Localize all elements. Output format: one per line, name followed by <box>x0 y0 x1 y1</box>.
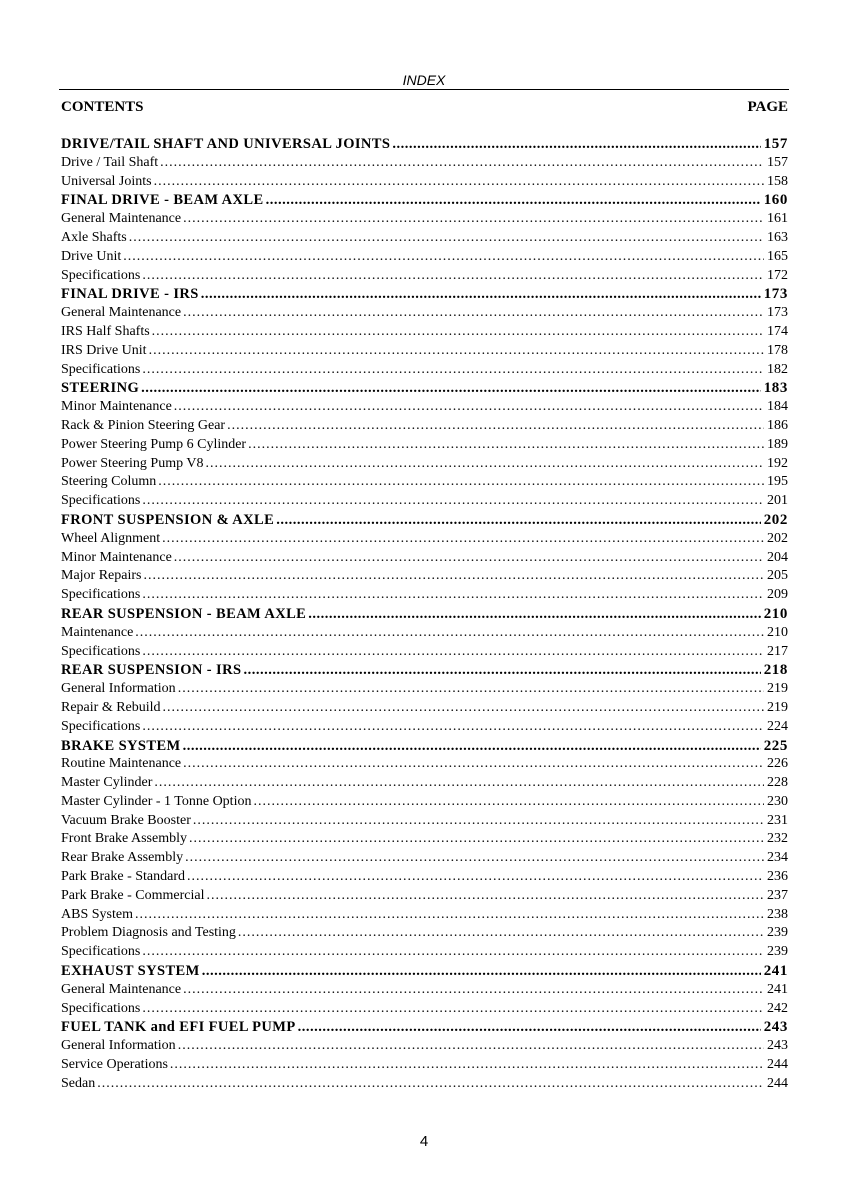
toc-page-number: 210 <box>767 624 788 640</box>
dot-leader <box>205 455 764 474</box>
toc-entry-row <box>61 549 788 568</box>
toc-page-number: 204 <box>767 549 788 565</box>
toc-section-title: FRONT SUSPENSION & AXLE <box>61 511 275 528</box>
toc-section-title: EXHAUST SYSTEM <box>61 963 200 980</box>
toc-entry-title: Axle Shafts <box>61 229 127 245</box>
dot-leader <box>266 191 761 210</box>
toc-page-number: 189 <box>767 436 788 452</box>
toc-entry-title: Specifications <box>61 587 141 603</box>
dot-leader <box>135 624 764 643</box>
dot-leader <box>135 906 764 925</box>
toc-entry-title: Rack & Pinion Steering Gear <box>61 417 226 433</box>
toc-entry-row <box>61 699 788 718</box>
dot-leader <box>298 1018 761 1037</box>
dot-leader <box>187 868 764 887</box>
toc-entry-title: General Information <box>61 1038 176 1054</box>
toc-entry-row <box>61 173 788 192</box>
toc-entry-row <box>61 492 788 511</box>
toc-entry-row <box>61 755 788 774</box>
toc-page-number: 186 <box>767 417 788 433</box>
toc-page-number: 192 <box>767 455 788 471</box>
toc-page-number: 239 <box>767 925 788 941</box>
toc-page-number: 157 <box>763 136 788 152</box>
toc-entry-row <box>61 774 788 793</box>
toc-entry-row <box>61 398 788 417</box>
toc-page-number: 161 <box>767 211 788 227</box>
toc-entry-title: Specifications <box>61 493 141 509</box>
toc-entry-title: Specifications <box>61 267 141 283</box>
toc-entry-row <box>61 455 788 474</box>
toc-page-number: 224 <box>767 718 788 734</box>
dot-leader <box>142 267 764 286</box>
toc-page-number: 219 <box>767 699 788 715</box>
dot-leader <box>392 135 760 154</box>
toc-page-number: 172 <box>767 267 788 283</box>
toc-entry-row <box>61 1000 788 1019</box>
dot-leader <box>174 398 764 417</box>
toc-section-title: REAR SUSPENSION - IRS <box>61 662 242 679</box>
dot-leader <box>152 323 764 342</box>
toc-entry-title: Universal Joints <box>61 173 152 189</box>
toc-entry-title: Specifications <box>61 1000 141 1016</box>
toc-page-number: 239 <box>767 944 788 960</box>
toc-page-number: 202 <box>763 511 788 528</box>
toc-page-number: 228 <box>767 775 788 791</box>
dot-leader <box>206 887 764 906</box>
toc-page-number: 174 <box>767 323 788 339</box>
dot-leader <box>202 962 761 981</box>
toc-entry-row <box>61 680 788 699</box>
toc-entry-row <box>61 210 788 229</box>
dot-leader <box>201 285 761 304</box>
dot-leader <box>158 473 764 492</box>
toc-page-number: 205 <box>767 568 788 584</box>
toc-entry-row <box>61 154 788 173</box>
toc-entry-row <box>61 342 788 361</box>
toc-entry-row <box>61 906 788 925</box>
toc-page-number: 237 <box>767 887 788 903</box>
toc-entry-title: Park Brake - Commercial <box>61 887 205 903</box>
page-header-title: INDEX <box>402 72 446 88</box>
toc-entry-row <box>61 417 788 436</box>
toc-entry-row <box>61 567 788 586</box>
toc-entry-title: General Maintenance <box>61 211 182 227</box>
toc-entry-row <box>61 849 788 868</box>
dot-leader <box>149 342 764 361</box>
dot-leader <box>170 1056 764 1075</box>
toc-section-title: FINAL DRIVE - BEAM AXLE <box>61 192 264 209</box>
toc-page-number: 160 <box>763 192 788 209</box>
toc-page-number: 201 <box>767 493 788 509</box>
dot-leader <box>154 173 764 192</box>
toc-entry-row <box>61 304 788 323</box>
toc-entry-title: IRS Drive Unit <box>61 342 147 358</box>
dot-leader <box>97 1075 764 1094</box>
toc-page-number: 183 <box>763 380 788 397</box>
toc-entry-title: Major Repairs <box>61 568 142 584</box>
toc-entry-title: Repair & Rebuild <box>61 699 161 715</box>
toc-page-number: 173 <box>763 286 788 303</box>
dot-leader <box>143 567 764 586</box>
toc-page-number: 234 <box>767 850 788 866</box>
dot-leader <box>142 643 764 662</box>
toc-page-number: 209 <box>767 587 788 603</box>
dot-leader <box>185 849 764 868</box>
dot-leader <box>189 830 764 849</box>
toc-entry-row <box>61 1056 788 1075</box>
toc-entry-title: Specifications <box>61 718 141 734</box>
table-of-contents <box>61 135 788 1094</box>
toc-entry-row <box>61 267 788 286</box>
toc-entry-title: Power Steering Pump 6 Cylinder <box>61 436 247 452</box>
toc-page-number: 225 <box>763 737 788 754</box>
toc-page-number: 218 <box>763 662 788 679</box>
dot-leader <box>142 586 764 605</box>
toc-entry-row <box>61 793 788 812</box>
toc-entry-title: Park Brake - Standard <box>61 869 186 885</box>
toc-page-number: 195 <box>767 474 788 490</box>
toc-entry-title: Master Cylinder <box>61 775 153 791</box>
toc-entry-title: Problem Diagnosis and Testing <box>61 925 236 941</box>
dot-leader <box>178 1037 764 1056</box>
toc-entry-title: Minor Maintenance <box>61 549 172 565</box>
toc-entry-title: Master Cylinder - 1 Tonne Option <box>61 793 252 809</box>
toc-entry-title: Specifications <box>61 361 141 377</box>
toc-page-number: 226 <box>767 756 788 772</box>
toc-page-number: 244 <box>767 1057 788 1073</box>
toc-section-row <box>61 661 788 680</box>
toc-page-number: 202 <box>767 530 788 546</box>
toc-section-title: BRAKE SYSTEM <box>61 737 181 754</box>
toc-section-title: DRIVE/TAIL SHAFT AND UNIVERSAL JOINTS <box>61 136 391 152</box>
toc-entry-title: ABS System <box>61 906 133 922</box>
toc-entry-row <box>61 643 788 662</box>
toc-page-number: 242 <box>767 1000 788 1016</box>
toc-entry-title: Wheel Alignment <box>61 530 161 546</box>
toc-entry-row <box>61 868 788 887</box>
toc-entry-title: Vacuum Brake Booster <box>61 812 191 828</box>
toc-section-row <box>61 379 788 398</box>
toc-page-number: 165 <box>767 248 788 264</box>
toc-page-number: 238 <box>767 906 788 922</box>
toc-page-number: 163 <box>767 229 788 245</box>
toc-page-number: 241 <box>767 981 788 997</box>
toc-entry-title: General Maintenance <box>61 981 182 997</box>
page-number: 4 <box>419 1133 429 1150</box>
toc-page-number: 243 <box>763 1019 788 1036</box>
toc-entry-title: Drive / Tail Shaft <box>61 154 159 170</box>
toc-entry-row <box>61 1075 788 1094</box>
toc-entry-title: General Maintenance <box>61 305 182 321</box>
toc-entry-title: Specifications <box>61 643 141 659</box>
dot-leader <box>183 737 761 756</box>
toc-page-number: 184 <box>767 399 788 415</box>
toc-entry-row <box>61 981 788 1000</box>
toc-section-row <box>61 285 788 304</box>
toc-entry-row <box>61 624 788 643</box>
toc-entry-row <box>61 830 788 849</box>
toc-entry-row <box>61 943 788 962</box>
toc-entry-title: Service Operations <box>61 1057 168 1073</box>
dot-leader <box>142 361 764 380</box>
toc-section-title: FUEL TANK and EFI FUEL PUMP <box>61 1019 296 1036</box>
toc-section-row <box>61 1018 788 1037</box>
toc-entry-title: Maintenance <box>61 624 134 640</box>
toc-section-row <box>61 191 788 210</box>
dot-leader <box>142 943 764 962</box>
toc-page-number: 219 <box>767 681 788 697</box>
toc-page-number: 241 <box>763 963 788 980</box>
toc-entry-row <box>61 361 788 380</box>
toc-section-title: FINAL DRIVE - IRS <box>61 286 199 303</box>
toc-page-number: 231 <box>767 812 788 828</box>
toc-section-row <box>61 605 788 624</box>
toc-entry-title: Drive Unit <box>61 248 122 264</box>
page-heading: PAGE <box>747 99 788 115</box>
toc-entry-title: Steering Column <box>61 474 157 490</box>
toc-entry-title: Specifications <box>61 944 141 960</box>
toc-entry-row <box>61 887 788 906</box>
toc-entry-title: IRS Half Shafts <box>61 323 150 339</box>
toc-entry-title: General Information <box>61 681 176 697</box>
dot-leader <box>227 417 764 436</box>
header-divider <box>59 89 789 90</box>
toc-page-number: 236 <box>767 869 788 885</box>
toc-entry-row <box>61 323 788 342</box>
toc-entry-row <box>61 248 788 267</box>
toc-page-number: 182 <box>767 361 788 377</box>
toc-entry-title: Front Brake Assembly <box>61 831 187 847</box>
dot-leader <box>163 699 764 718</box>
toc-entry-title: Sedan <box>61 1075 96 1091</box>
toc-entry-row <box>61 229 788 248</box>
dot-leader <box>243 661 760 680</box>
dot-leader <box>308 605 760 624</box>
toc-page-number: 230 <box>767 793 788 809</box>
toc-page-number: 243 <box>767 1038 788 1054</box>
dot-leader <box>248 436 764 455</box>
toc-page-number: 173 <box>767 305 788 321</box>
toc-section-row <box>61 962 788 981</box>
toc-entry-row <box>61 1037 788 1056</box>
toc-page-number: 244 <box>767 1075 788 1091</box>
dot-leader <box>162 530 764 549</box>
dot-leader <box>178 680 764 699</box>
toc-entry-row <box>61 586 788 605</box>
dot-leader <box>160 154 764 173</box>
dot-leader <box>141 379 761 398</box>
toc-section-title: REAR SUSPENSION - BEAM AXLE <box>61 605 307 622</box>
toc-page-number: 157 <box>767 154 788 170</box>
dot-leader <box>142 1000 764 1019</box>
toc-entry-row <box>61 473 788 492</box>
toc-section-row <box>61 737 788 756</box>
dot-leader <box>174 549 764 568</box>
dot-leader <box>253 793 764 812</box>
column-headings <box>61 97 788 117</box>
toc-entry-title: Minor Maintenance <box>61 399 172 415</box>
toc-page-number: 232 <box>767 831 788 847</box>
toc-section-row <box>61 511 788 530</box>
toc-entry-row <box>61 924 788 943</box>
dot-leader <box>154 774 764 793</box>
toc-page-number: 210 <box>763 605 788 622</box>
toc-entry-row <box>61 436 788 455</box>
dot-leader <box>123 248 764 267</box>
toc-entry-row <box>61 718 788 737</box>
dot-leader <box>276 511 761 530</box>
toc-entry-title: Rear Brake Assembly <box>61 850 184 866</box>
dot-leader <box>183 981 764 1000</box>
dot-leader <box>193 812 764 831</box>
dot-leader <box>129 229 764 248</box>
dot-leader <box>183 755 764 774</box>
dot-leader <box>183 210 764 229</box>
toc-entry-title: Routine Maintenance <box>61 756 182 772</box>
toc-section-row <box>61 135 788 154</box>
dot-leader <box>142 492 764 511</box>
toc-entry-row <box>61 812 788 831</box>
dot-leader <box>183 304 764 323</box>
contents-heading: CONTENTS <box>61 99 144 115</box>
toc-page-number: 178 <box>767 342 788 358</box>
toc-entry-title: Power Steering Pump V8 <box>61 455 204 471</box>
toc-page-number: 158 <box>767 173 788 189</box>
dot-leader <box>142 718 764 737</box>
toc-page-number: 217 <box>767 643 788 659</box>
dot-leader <box>238 924 764 943</box>
toc-section-title: STEERING <box>61 380 140 397</box>
toc-entry-row <box>61 530 788 549</box>
